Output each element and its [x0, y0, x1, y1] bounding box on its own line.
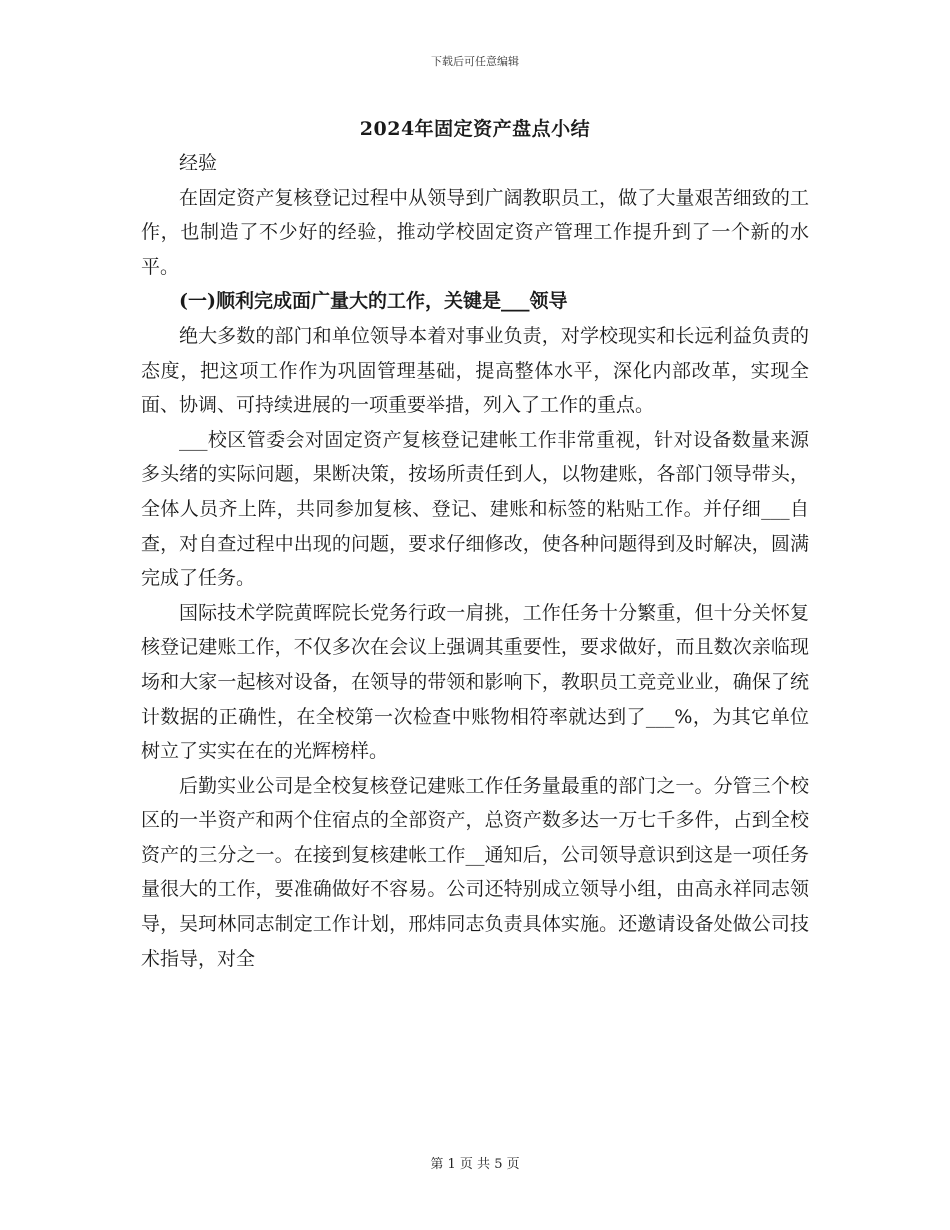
paragraph-intro: 在固定资产复核登记过程中从领导到广阔教职员工，做了大量艰苦细致的工作，也制造了不少好的经验，推动学校固定资产管理工作提升到了一个新的水平。	[141, 186, 809, 278]
paragraph-campus-committee: ___校区管委会对固定资产复核登记建帐工作非常重视，针对设备数量来源多头绪的实际问题，果断决策，按场所责任到人，以物建账，各部门领导带头，全体人员齐上阵，共同参加复核、登记、建账和标签的粘贴工作。并仔细___自查，对自查过程中出现的问题，要求仔细修改，使各种问题得到及时解决，圆满完成了任务。	[141, 428, 809, 590]
document-title: 2024年固定资产盘点小结	[359, 118, 591, 140]
paragraph-leadership: 绝大多数的部门和单位领导本着对事业负责，对学校现实和长远利益负责的态度，把这项工作作为巩固管理基础，提高整体水平，深化内部改革，实现全面、协调、可持续进展的一项重要举措，列入了工作的重点。	[141, 324, 809, 417]
section-heading-1: (一)顺利完成面广量大的工作，关键是___领导	[179, 290, 568, 313]
paragraph-heading-experience: 经验	[179, 152, 218, 174]
page-number-footer: 第 1 页 共 5 页	[430, 1157, 520, 1172]
header-note: 下载后可任意编辑	[431, 55, 519, 68]
paragraph-international-college: 国际技术学院黄晖院长党务行政一肩挑，工作任务十分繁重，但十分关怀复核登记建账工作，不仅多次在会议上强调其重要性，要求做好，而且数次亲临现场和大家一起核对设备，在领导的带领和影响下，教职员工竞竞业业，确保了统计数据的正确性，在全校第一次检查中账物相符率就达到了___%，为其它单位树立了实实在在的光辉榜样。	[141, 601, 809, 763]
paragraph-logistics-company: 后勤实业公司是全校复核登记建账工作任务量最重的部门之一。分管三个校区的一半资产和两个住宿点的全部资产，总资产数多达一万七千多件，占到全校资产的三分之一。在接到复核建帐工作__通知后，公司领导意识到这是一项任务量很大的工作，要准确做好不容易。公司还特别成立领导小组，由高永祥同志领导，吴珂林同志制定工作计划，邢炜同志负责具体实施。还邀请设备处做公司技术指导，对全	[141, 774, 809, 970]
document-body	[141, 146, 809, 976]
